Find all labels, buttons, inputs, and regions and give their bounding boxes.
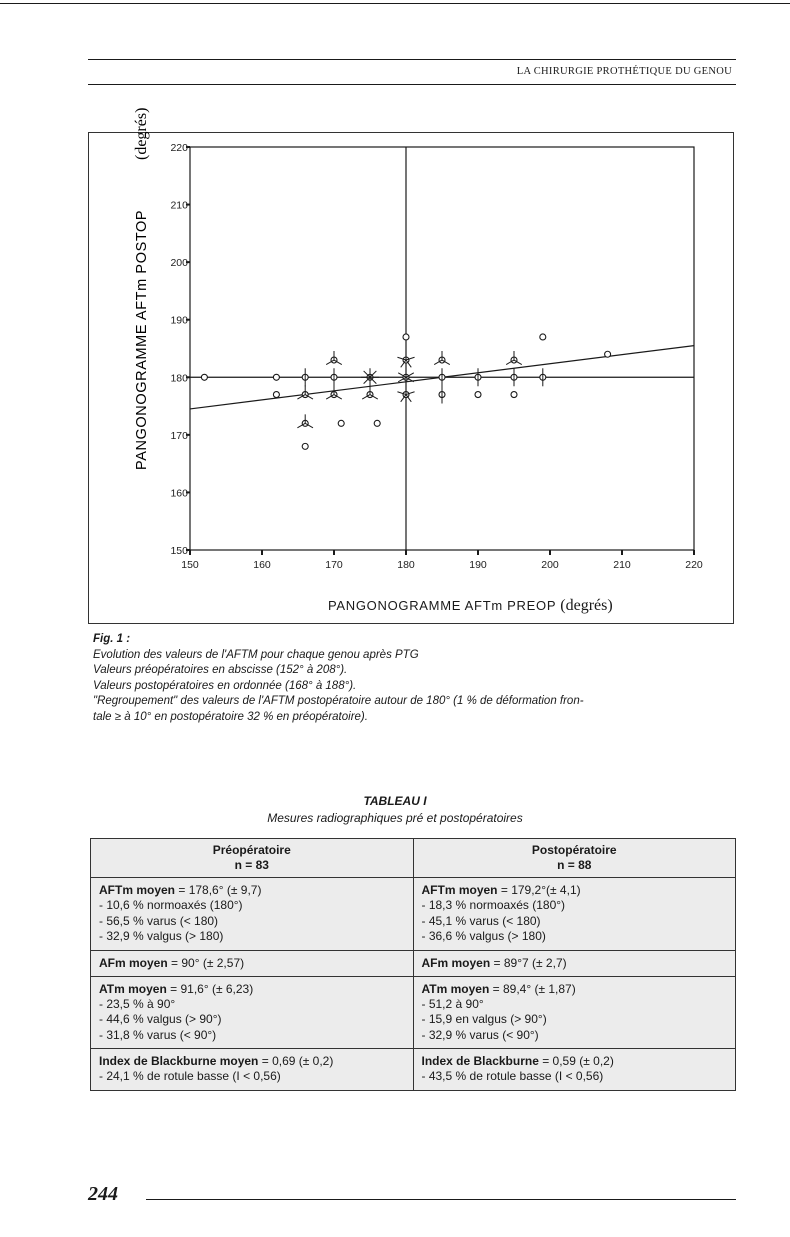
table-title: TABLEAU I [363, 794, 427, 808]
cell-item: - 36,6 % valgus (> 180) [421, 929, 546, 943]
cell-heading [422, 882, 728, 898]
table-row [91, 976, 736, 1049]
cell-item: - 24,1 % de rotule basse (I < 0,56) [99, 1069, 281, 1083]
cell-heading [422, 981, 728, 997]
x-tick-label: 150 [181, 559, 199, 571]
cell-heading [99, 981, 405, 997]
cell-item: - 32,9 % varus (< 90°) [421, 1027, 539, 1042]
measure-label: AFm moyen [99, 955, 168, 970]
y-tick-label: 150 [170, 545, 188, 557]
y-tick-label: 160 [170, 487, 188, 500]
table-cell-preop [91, 878, 414, 951]
data-point [201, 374, 207, 380]
x-axis-label [328, 597, 613, 615]
data-point [338, 420, 344, 426]
cell-heading [99, 1053, 405, 1069]
y-axis-unit: (degrés) [133, 107, 150, 160]
table-header-row [91, 839, 736, 878]
cell-item: - 18,3 % normoaxés (180°) [421, 898, 566, 912]
table-row [91, 1049, 736, 1091]
cell-item: - 45,1 % varus (< 180) [421, 913, 541, 928]
cell-item: - 56,5 % varus (< 180) [99, 913, 219, 928]
figure-caption [93, 632, 743, 725]
y-axis-label: PANGONOGRAMME AFTm POSTOP [134, 209, 150, 470]
cell-item: - 43,5 % de rotule basse (I < 0,56) [421, 1069, 604, 1083]
column-header-preop [91, 839, 414, 878]
measure-label: Index de Blackburne moyen [99, 1054, 259, 1068]
measure-value: = 89,4° (± 1,87) [489, 981, 576, 996]
x-tick-label: 200 [541, 559, 559, 571]
cell-heading [99, 882, 405, 898]
running-head: LA CHIRURGIE PROTHÉTIQUE DU GENOU [516, 66, 732, 77]
caption-line: "Regroupement" des valeurs de l'AFTM postopératoire autour de 180° (1 % de déformation fron- [93, 695, 584, 707]
measurements-table [90, 838, 736, 1091]
y-tick-label: 200 [170, 257, 188, 270]
cell-item: - 23,5 % à 90° [99, 996, 176, 1011]
x-tick-label: 170 [325, 559, 343, 571]
footer-rule [146, 1199, 736, 1200]
cell-heading [99, 955, 405, 971]
cell-item: - 32,9 % valgus (> 180) [99, 929, 224, 943]
data-point [475, 392, 481, 398]
measure-value: = 89°7 (± 2,7) [490, 955, 567, 970]
table-row [91, 878, 736, 951]
x-axis-label-text: PANGONOGRAMME AFTm PREOP [328, 598, 556, 613]
y-tick-label: 210 [170, 199, 188, 212]
table-cell-postop [413, 878, 736, 951]
measure-value: = 179,2°(± 4,1) [497, 883, 581, 897]
caption-line: tale ≥ à 10° en postopératoire 32 % en préopératoire). [93, 710, 368, 723]
x-tick-label: 220 [685, 559, 703, 571]
cell-item: - 44,6 % valgus (> 90°) [99, 1012, 222, 1026]
column-count: n = 83 [234, 858, 269, 872]
cell-heading [422, 955, 728, 971]
column-name: Postopératoire [531, 843, 617, 857]
caption-line: Valeurs postopératoires en ordonnée (168° à 188°). [93, 679, 357, 692]
column-header-postop [413, 839, 736, 878]
cell-heading [422, 1053, 728, 1069]
data-point [403, 334, 409, 340]
caption-line: Evolution des valeurs de l'AFTM pour chaque genou après PTG [93, 648, 419, 661]
cell-item: - 10,6 % normoaxés (180°) [99, 898, 243, 912]
measure-value: = 91,6° (± 6,23) [166, 981, 254, 996]
column-name: Préopératoire [212, 843, 291, 857]
table-cell-preop [91, 976, 414, 1049]
x-tick-label: 160 [253, 559, 271, 571]
y-tick-label: 190 [170, 314, 188, 327]
cell-item: - 15,9 en valgus (> 90°) [421, 1012, 547, 1026]
y-tick-label: 170 [170, 429, 188, 442]
data-point [302, 443, 308, 449]
data-point [273, 392, 279, 398]
plot-area-border [190, 147, 694, 550]
table-cell-postop [413, 950, 736, 976]
y-tick-label: 180 [170, 372, 188, 385]
measure-label: AFm moyen [421, 955, 491, 970]
table-cell-postop [413, 976, 736, 1049]
table-subtitle: Mesures radiographiques pré et postopératoires [267, 811, 523, 825]
data-point [511, 392, 517, 398]
measure-value: = 178,6° (± 9,7) [175, 883, 262, 897]
table-row [91, 950, 736, 976]
measure-label: ATm moyen [99, 981, 167, 996]
measure-label: ATm moyen [421, 981, 490, 996]
caption-line: Valeurs préopératoires en abscisse (152° à 208°). [93, 664, 348, 676]
table-cell-preop [91, 1049, 414, 1091]
data-point [374, 420, 380, 426]
cell-item: - 31,8 % varus (< 90°) [99, 1027, 217, 1042]
measure-label: AFTm moyen [99, 883, 176, 897]
measure-value: = 0,59 (± 0,2) [538, 1054, 614, 1068]
table-cell-postop [413, 1049, 736, 1091]
y-tick-label: 220 [170, 142, 188, 154]
measure-value: = 0,69 (± 0,2) [258, 1054, 334, 1068]
x-tick-label: 210 [613, 559, 631, 571]
data-point [273, 374, 279, 380]
cell-item: - 51,2 à 90° [421, 996, 484, 1011]
measure-label: AFTm moyen [421, 883, 498, 897]
x-tick-label: 180 [397, 559, 415, 571]
x-tick-label: 190 [469, 559, 487, 571]
measure-label: Index de Blackburne [421, 1054, 539, 1068]
measure-value: = 90° (± 2,57) [167, 955, 245, 970]
x-axis-unit: (degrés) [560, 597, 613, 614]
figure-label: Fig. 1 : [93, 633, 131, 645]
data-point [540, 334, 546, 340]
column-count: n = 88 [557, 858, 592, 872]
data-point [605, 351, 611, 357]
page-number: 244 [88, 1183, 118, 1205]
table-cell-preop [91, 950, 414, 976]
